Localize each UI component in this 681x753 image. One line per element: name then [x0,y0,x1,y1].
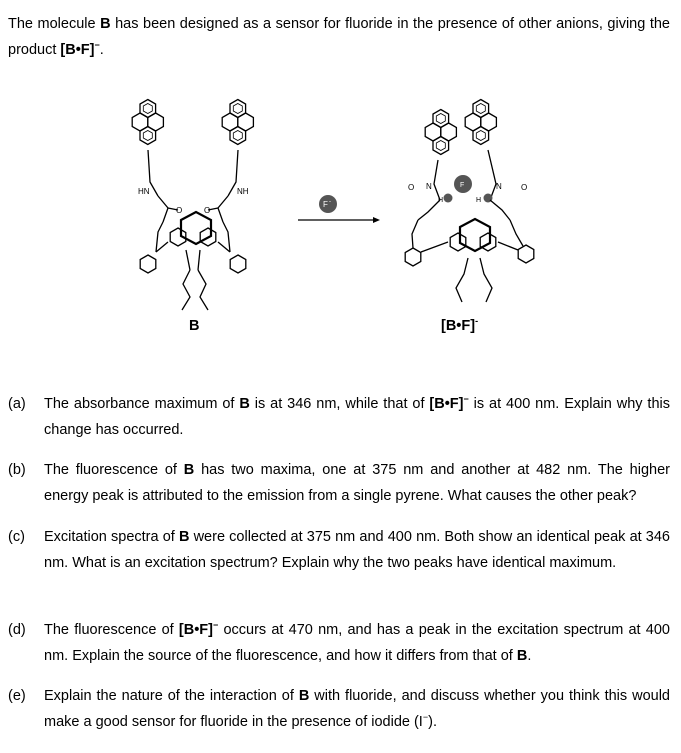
product-structure [405,100,534,303]
reaction-scheme-figure [118,92,578,347]
molecule-b-structure [132,100,253,311]
molecule-b-ref: B [178,529,190,545]
q-text: with fluoride, and discuss whether you think this would make a good sensor for fluoride in the presence of iodide (I [44,688,670,730]
fluoride-symbol: F [323,200,328,209]
product-n-left: N [426,182,432,191]
question-number: (a) [8,396,26,412]
question-number: (b) [8,462,26,478]
q-text: Explain the nature of the interaction of [44,688,299,704]
molecule-b-label: B [189,318,200,334]
product-label [441,318,478,334]
reaction-arrow [298,217,380,223]
molecule-b-ref: B [183,462,195,478]
question-text [44,457,670,509]
question-d [8,617,670,669]
product-label-text: [B•F] [441,318,476,334]
product-n-right: N [496,182,502,191]
question-text [44,617,670,669]
reaction-scheme-drawing [118,92,578,347]
nh-label-right: NH [237,187,249,196]
question-number: (e) [8,688,26,704]
product-h-left: H [438,197,444,204]
fluoride-charge: - [329,199,331,205]
nh-label-left: HN [138,187,150,196]
intro-text: . [99,42,104,58]
product-ref [60,42,99,58]
question-number: (d) [8,622,26,638]
question-a [8,391,670,443]
question-number: (c) [8,529,25,545]
carbonyl-o-left: O [176,206,183,215]
charge-sup: − [94,40,100,50]
q-text: has two maxima, one at 375 nm and another at 482 nm. The higher energy peak is attributed to the emission from a single pyrene. What causes the other peak? [44,462,670,504]
q-text: . [527,648,532,664]
product-h-right: H [476,197,482,204]
q-text: were collected at 375 nm and 400 nm. Both show an identical peak at 346 nm. What is an excitation spectrum? Explain why the two peaks have identical maximum. [44,529,670,571]
intro-text: The molecule [8,16,101,32]
charge-sup: − [463,394,469,404]
intro-text: has been designed as a sensor for fluoride in the presence of other anions, giving the product [8,16,670,58]
question-c [8,524,670,576]
intro-paragraph [8,11,670,63]
product-ref [179,622,218,638]
q-text: The fluorescence of [44,462,184,478]
question-e [8,683,670,735]
product-ref-text: [B•F] [178,622,213,638]
product-f-center: F [460,182,465,189]
product-ref-text: [B•F] [60,42,95,58]
product-label-charge: - [475,316,479,326]
q-text: Excitation spectra of [44,529,179,545]
q-text: is at 400 nm. Explain why this change has occurred. [44,396,670,438]
q-text: occurs at 470 nm, and has a peak in the excitation spectrum at 400 nm. Explain the source of the fluorescence, and how it differs from that of [44,622,670,664]
product-o-left: O [408,183,415,192]
fluoride-reagent [319,195,337,213]
q-text: The fluorescence of [44,622,179,638]
molecule-b-ref: B [100,16,111,32]
carbonyl-o-right: O [204,206,211,215]
molecule-b-ref: B [298,688,310,704]
charge-sup: − [422,712,429,722]
q-text: ). [428,714,437,730]
charge-sup: − [212,620,219,630]
molecule-b-ref: B [239,396,250,412]
question-text [44,524,670,576]
q-text: is at 346 nm, while that of [249,396,430,412]
question-text [44,391,670,443]
product-ref [429,396,468,412]
question-b [8,457,670,509]
product-o-right: O [521,183,528,192]
q-text: The absorbance maximum of [44,396,240,412]
molecule-b-ref: B [516,648,528,664]
question-text [44,683,670,735]
product-ref-text: [B•F] [429,396,464,412]
